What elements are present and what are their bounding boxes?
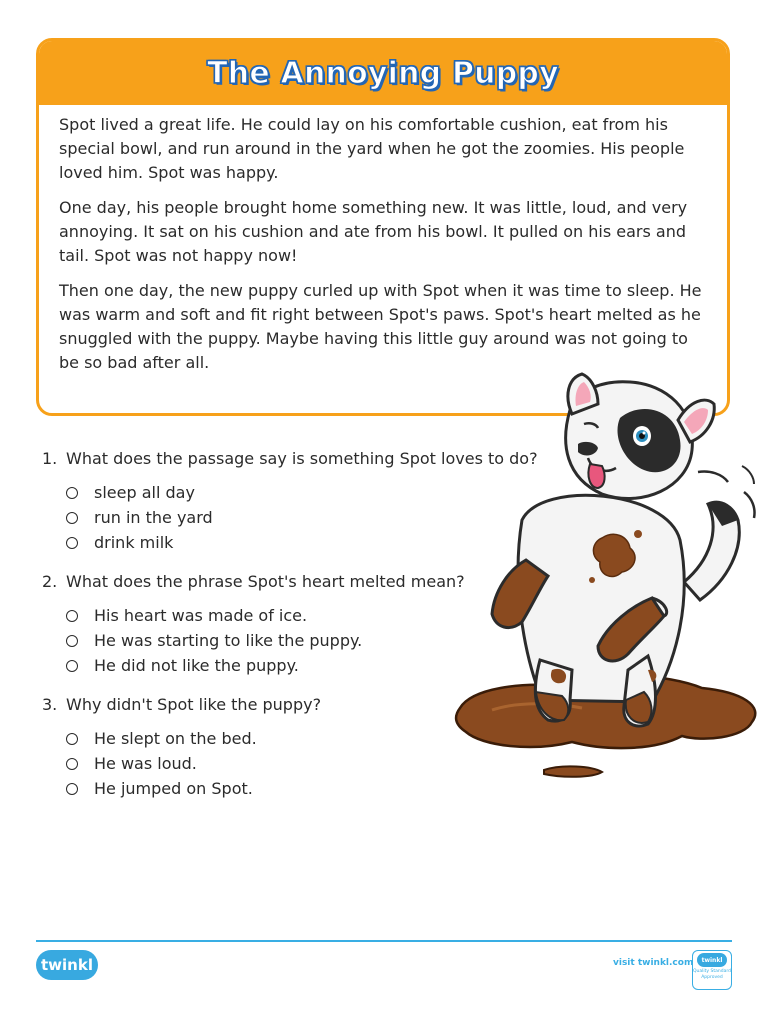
radio-circle-icon[interactable] [66, 733, 78, 745]
question-number: 2. [42, 572, 58, 591]
passage-paragraph: Spot lived a great life. He could lay on his comfortable cushion, eat from his special bowl, and run around in the yard when he got the zoomies. His people loved him. Spot was happy. [59, 115, 685, 182]
title-bar [39, 41, 727, 105]
question-prompt: Why didn't Spot like the puppy? [66, 695, 322, 714]
quality-badge [692, 950, 732, 990]
option-label: His heart was made of ice. [94, 606, 308, 625]
option-label: run in the yard [94, 508, 213, 527]
passage-paragraph: Then one day, the new puppy curled up with Spot when it was time to sleep. He was warm and soft and fit right between Spot's paws. Spot's heart melted as he snuggled with the puppy. Maybe having this little guy around was not going to be so bad after all. [59, 281, 702, 372]
question-prompt: What does the phrase Spot's heart melted mean? [66, 572, 465, 591]
radio-circle-icon[interactable] [66, 610, 78, 622]
reading-passage-box [36, 38, 730, 416]
twinkl-logo: twinkl [36, 950, 98, 980]
visit-link[interactable]: visit twinkl.com [613, 958, 694, 968]
radio-circle-icon[interactable] [66, 758, 78, 770]
option-label: sleep all day [94, 483, 195, 502]
radio-circle-icon[interactable] [66, 487, 78, 499]
option-label: He did not like the puppy. [94, 656, 299, 675]
question-number: 3. [42, 695, 58, 714]
option-label: He jumped on Spot. [94, 779, 253, 798]
radio-circle-icon[interactable] [66, 537, 78, 549]
option-label: He was starting to like the puppy. [94, 631, 363, 650]
radio-circle-icon[interactable] [66, 660, 78, 672]
option-label: He was loud. [94, 754, 197, 773]
option-label: He slept on the bed. [94, 729, 257, 748]
badge-text: Quality Standard Approved [693, 969, 731, 980]
page-title: The Annoying Puppy [207, 55, 559, 91]
option-label: drink milk [94, 533, 174, 552]
puppy-in-mud-illustration [452, 370, 764, 800]
question-number: 1. [42, 449, 58, 468]
mud-splat [544, 766, 602, 776]
footer-divider [36, 940, 732, 942]
passage-paragraph: One day, his people brought home something new. It was little, loud, and very annoying. It sat on his cushion and ate from his bowl. It pulled on his ears and tail. Spot was not happy now! [59, 198, 688, 265]
passage [39, 105, 727, 375]
puppy-tongue [588, 464, 604, 488]
radio-circle-icon[interactable] [66, 635, 78, 647]
radio-circle-icon[interactable] [66, 512, 78, 524]
badge-logo: twinkl [697, 953, 727, 967]
radio-circle-icon[interactable] [66, 783, 78, 795]
question-prompt: What does the passage say is something Spot loves to do? [66, 449, 538, 468]
